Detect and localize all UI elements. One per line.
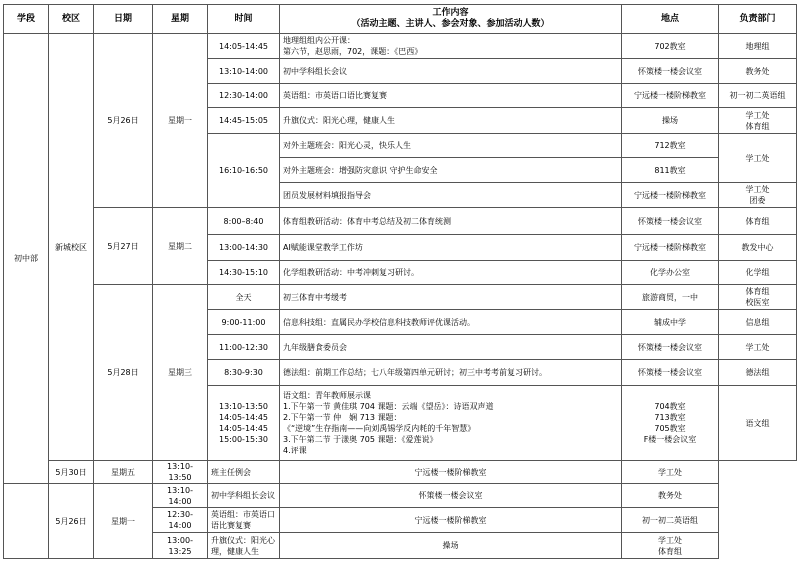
dept-line: 体育组 [658,546,682,556]
time-cell: 9:00-11:00 [208,310,280,335]
time-line: 15:00-15:30 [219,435,268,444]
content-line: 3.下午第二节 于漾奥 705 课题：《爱莲说》 [283,435,438,444]
time-cell: 12:30-14:00 [153,508,208,533]
dept-cell: 德法组 [719,360,797,386]
dept-cell [719,108,797,134]
location-cell: 怀策楼一楼会议室 [622,360,719,386]
time-cell: 8:00–8:40 [208,208,280,235]
dept-line: 学工处 [745,185,770,194]
location-cell: 操场 [280,533,622,559]
time-line: 13:10-13:50 [219,402,268,411]
location-cell: 712教室 [622,134,719,158]
date-cell: 5月26日 [49,484,94,559]
dept-cell: 学工处 [622,461,719,484]
time-cell: 13:10-14:00 [153,484,208,508]
dept-line: 体育组 [745,121,770,131]
content-cell: 升旗仪式：阳光心理，健康人生 [280,108,622,134]
content-cell: 初中学科组长会议 [280,59,622,84]
stage-cell: 初中部 [4,34,49,484]
dept-cell [622,533,719,559]
table-row [4,484,797,508]
date-cell: 5月28日 [94,285,153,461]
time-cell: 全天 [208,285,280,310]
location-line: 713教室 [654,413,686,422]
content-cell [280,386,622,461]
content-cell: 英语组：市英语口语比赛复赛 [208,508,280,533]
time-cell: 13:00-13:25 [153,533,208,559]
dept-cell: 教务处 [719,59,797,84]
header-row [4,5,797,34]
dept-cell: 化学组 [719,261,797,285]
location-cell: 702教室 [622,34,719,59]
time-cell: 11:00-12:30 [208,335,280,360]
content-cell: 初中学科组长会议 [208,484,280,508]
header-content [280,5,622,34]
header-dept: 负责部门 [719,5,797,34]
content-cell: 对外主题班会：阳光心灵，快乐人生 [280,134,622,158]
content-cell: 德法组：前期工作总结；七八年级第四单元研讨；初三中考考前复习研讨。 [280,360,622,386]
content-line: 《“逆境”生存指南——向刘禹锡学反内耗的千年智慧》 [283,424,476,433]
content-line: 1.下午第一节 黄佳琪 704 课题：云端《望岳》：诗语双声道 [283,402,494,411]
location-line: 705教室 [654,424,686,433]
table-row [4,208,797,235]
dept-cell: 学工处 [719,335,797,360]
campus-cell: 新城校区 [49,34,94,461]
time-cell: 8:30-9:30 [208,360,280,386]
header-date: 日期 [94,5,153,34]
content-cell: 初三体育中考缓考 [280,285,622,310]
location-cell: 宁远楼一楼阶梯教室 [280,508,622,533]
header-content-line2: （活动主题、主讲人、参会对象、参加活动人数） [351,19,550,29]
location-cell: 宁远楼一楼阶梯教室 [622,183,719,208]
date-cell: 5月27日 [94,208,153,285]
dept-cell: 信息组 [719,310,797,335]
content-cell: 英语组：市英语口语比赛复赛 [280,84,622,108]
time-cell: 14:05-14:45 [208,34,280,59]
dept-cell: 初一初二英语组 [622,508,719,533]
content-cell [280,34,622,59]
time-cell: 14:30-15:10 [208,261,280,285]
content-cell: 对外主题班会：增强防灾意识 守护生命安全 [280,158,622,183]
time-cell: 13:10-13:50 [153,461,208,484]
header-campus: 校区 [49,5,94,34]
header-time: 时间 [208,5,280,34]
table-row [4,461,797,484]
dept-cell: 地理组 [719,34,797,59]
time-cell: 16:10-16:50 [208,134,280,208]
header-weekday: 星期 [153,5,208,34]
dept-cell: 教发中心 [719,235,797,261]
dept-cell: 教务处 [622,484,719,508]
time-cell: 13:10-14:00 [208,59,280,84]
location-cell: 怀策楼一楼会议室 [622,208,719,235]
dept-line: 学工处 [745,110,770,120]
weekday-cell: 星期二 [153,208,208,285]
header-stage: 学段 [4,5,49,34]
location-cell: 宁远楼一楼阶梯教室 [622,84,719,108]
location-cell: 化学办公室 [622,261,719,285]
content-line: 地理组组内公开课： [283,36,355,45]
location-line: 704教室 [654,402,686,411]
content-cell: 升旗仪式：阳光心理，健康人生 [208,533,280,559]
content-cell: 九年级膳食委员会 [280,335,622,360]
table-row [4,285,797,310]
location-cell: 操场 [622,108,719,134]
dept-cell: 学工处 [719,134,797,183]
location-cell: 宁远楼一楼阶梯教室 [622,235,719,261]
dept-cell [719,183,797,208]
content-line: 语文组：青年教师展示课 [283,391,371,400]
content-cell: 化学组教研活动：中考冲刺复习研讨。 [280,261,622,285]
content-line: 2.下午第一节 仲 娴 713 课题： [283,413,402,422]
time-line: 14:05-14:45 [219,413,268,422]
dept-line: 体育组 [745,287,770,296]
weekday-cell: 星期三 [153,285,208,461]
location-cell: 辅成中学 [622,310,719,335]
location-cell: 811教室 [622,158,719,183]
weekday-cell: 星期一 [153,34,208,208]
content-line: 4.评课 [283,446,307,455]
time-line: 14:05-14:45 [219,424,268,433]
time-cell: 12:30-14:00 [208,84,280,108]
content-line: 第六节，赵思雨，702，课题：《巴西》 [283,47,423,56]
location-cell: 旅游商贸，一中 [622,285,719,310]
location-cell: 宁远楼一楼阶梯教室 [280,461,622,484]
location-cell: 怀策楼一楼会议室 [280,484,622,508]
content-cell: 体育组教研活动：体育中考总结及初二体育统测 [280,208,622,235]
time-cell [208,386,280,461]
dept-line: 团委 [749,196,766,205]
campus-cell-empty [4,484,49,559]
schedule-table [3,4,797,559]
content-cell: 信息科技组：直属民办学校信息科技教师评优课活动。 [280,310,622,335]
content-cell: AI赋能课堂教学工作坊 [280,235,622,261]
location-line: F楼一楼会议室 [643,435,697,444]
header-content-line1: 工作内容 [432,8,469,18]
dept-cell: 初一初二英语组 [719,84,797,108]
location-cell: 怀策楼一楼会议室 [622,59,719,84]
dept-line: 校医室 [745,298,770,307]
dept-cell [719,285,797,310]
dept-cell: 体育组 [719,208,797,235]
content-cell: 团员发展材料填报指导会 [280,183,622,208]
weekday-cell: 星期一 [94,484,153,559]
header-location: 地点 [622,5,719,34]
time-cell: 13:00-14:30 [208,235,280,261]
weekday-cell: 星期五 [94,461,153,484]
dept-line: 学工处 [658,535,682,545]
dept-cell: 语文组 [719,386,797,461]
table-row [4,34,797,59]
location-cell [622,386,719,461]
date-cell: 5月30日 [49,461,94,484]
content-cell: 班主任例会 [208,461,280,484]
location-cell: 怀策楼一楼会议室 [622,335,719,360]
date-cell: 5月26日 [94,34,153,208]
time-cell: 14:45-15:05 [208,108,280,134]
